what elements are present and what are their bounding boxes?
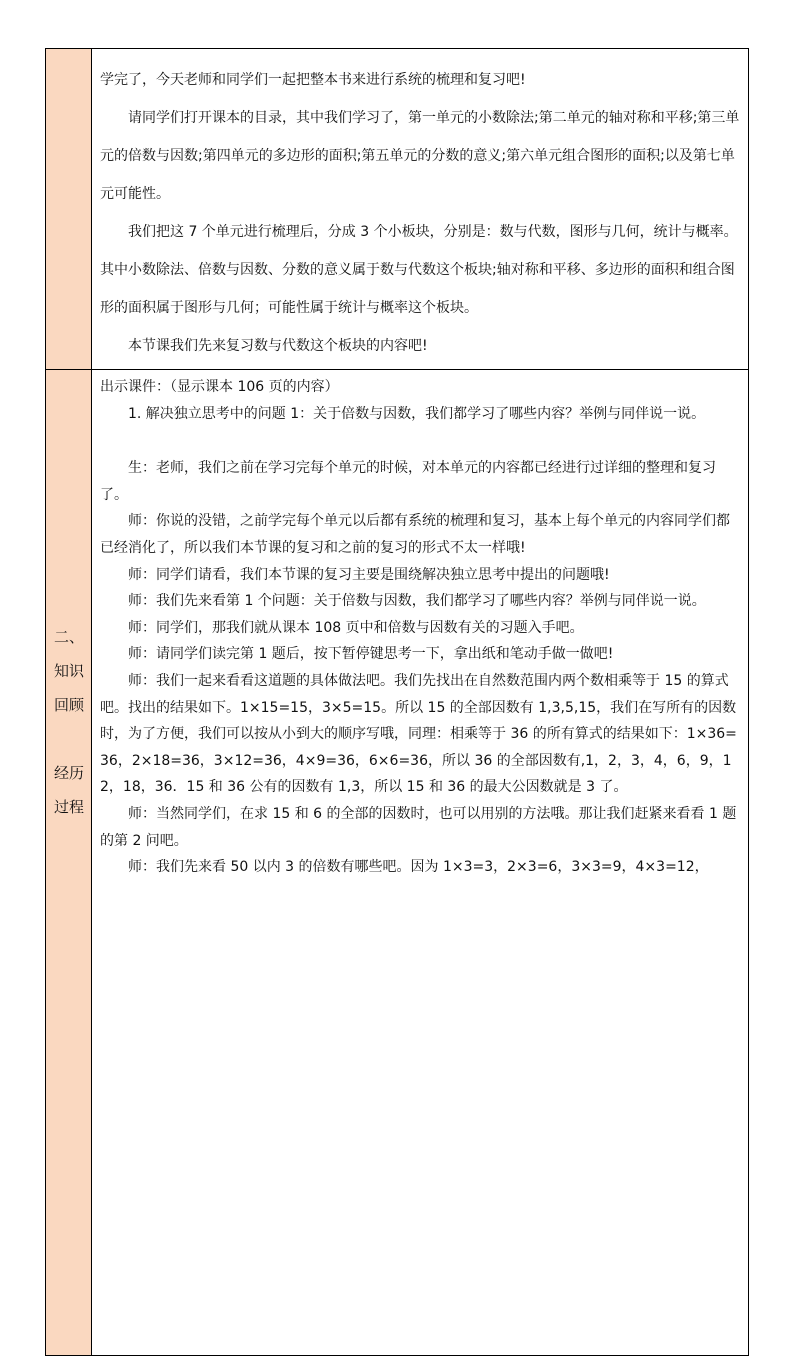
section-content-cell: [92, 370, 748, 1355]
paragraph: 师：同学们，那我们就从课本 108 页中和倍数与因数有关的习题入手吧。: [128, 619, 584, 636]
paragraph: 生：老师，我们之前在学习完每个单元的时候，对本单元的内容都已经进行过详细的整理和复习了。: [100, 460, 716, 503]
paragraph: 师：当然同学们，在求 15 和 6 的全部的因数时，也可以用别的方法哦。那让我们赶紧来看看 1 题的第 2 问吧。: [100, 805, 737, 849]
lesson-table: [45, 48, 749, 1356]
section-number: 二、: [53, 628, 84, 646]
blank-space: [100, 427, 742, 455]
table-row: [46, 369, 748, 1355]
section-title-line: 回顾: [53, 696, 84, 714]
section-content-cell: [92, 49, 748, 369]
paragraph: 1. 解决独立思考中的问题 1：关于倍数与因数，我们都学习了哪些内容？举例与同伴说一说。: [128, 405, 706, 422]
paragraph: 师：我们先来看第 1 个问题：关于倍数与因数，我们都学习了哪些内容？举例与同伴说一说。: [128, 593, 706, 610]
paragraph: 本节课我们先来复习数与代数这个板块的内容吧!: [128, 338, 428, 354]
paragraph: 出示课件：（显示课本 106 页的内容）: [100, 379, 339, 395]
section-title-line: 知识: [53, 662, 84, 680]
section-label-cell: [46, 370, 92, 1355]
paragraph: 我们把这 7 个单元进行梳理后，分成 3 个小板块，分别是：数与代数，图形与几何，统计与概率。其中小数除法、倍数与因数、分数的意义属于数与代数这个板块;轴对称和平移、多边形的面积和组合图形的面积属于图形与几何；可能性属于统计与概率这个板块。: [100, 224, 738, 316]
table-row: [46, 49, 748, 369]
section-label-cell: [46, 49, 92, 369]
section-title-line: 经历: [53, 764, 84, 782]
paragraph: 师：同学们请看，我们本节课的复习主要是围绕解决独立思考中提出的问题哦!: [128, 566, 610, 583]
paragraph: 师：我们先来看 50 以内 3 的倍数有哪些吧。因为 1×3=3，2×3=6，3×3=9，4×3=12，: [128, 859, 709, 876]
paragraph: 师：我们一起来看看这道题的具体做法吧。我们先找出在自然数范围内两个数相乘等于 15 的算式吧。找出的结果如下。1×15=15，3×5=15。所以 15 的全部因数有 1,3,5,15，我们在写所有的因数时，为了方便，我们可以按从小到大的顺序写哦，同理：相乘等于 36 的所有算式的结果如下：1×36=36，2×18=36，3×12=36，4×9=36，6×6=36，所以 36 的全部因数有,1，2，3，4，6，9，12，18，36．15 和 36 公有的因数有 1,3，所以 15 和 36 的最大公因数就是 3 了。: [100, 672, 737, 796]
paragraph: 师：请同学们读完第 1 题后，按下暂停键思考一下，拿出纸和笔动手做一做吧!: [128, 646, 614, 663]
paragraph: 师：你说的没错，之前学完每个单元以后都有系统的梳理和复习，基本上每个单元的内容同学们都已经消化了，所以我们本节课的复习和之前的复习的形式不太一样哦!: [100, 513, 730, 556]
paragraph: 请同学们打开课本的目录，其中我们学习了，第一单元的小数除法;第二单元的轴对称和平移;第三单元的倍数与因数;第四单元的多边形的面积;第五单元的分数的意义;第六单元组合图形的面积;以及第七单元可能性。: [100, 110, 740, 202]
section-title-line: 过程: [53, 798, 84, 816]
paragraph: 学完了，今天老师和同学们一起把整本书来进行系统的梳理和复习吧!: [100, 72, 526, 88]
